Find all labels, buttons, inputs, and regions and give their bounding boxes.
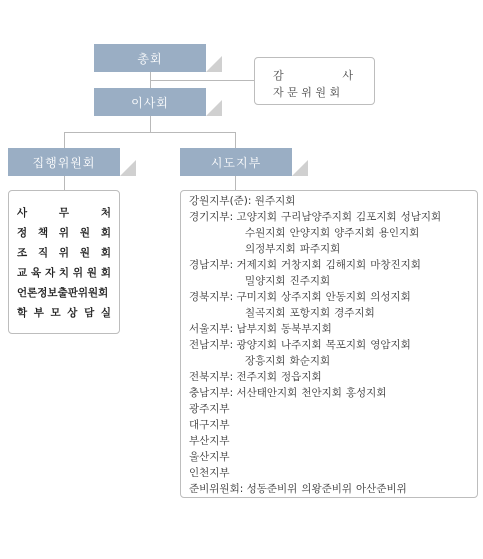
chapter-name: 상주지회 bbox=[281, 291, 322, 303]
branch-label: 강원지부(준): bbox=[189, 195, 255, 207]
chapter-name: 화순지회 bbox=[289, 355, 331, 367]
branch-row bbox=[189, 225, 445, 241]
chapter-name: 의왕준비위 bbox=[301, 483, 353, 495]
chapter-name: 광양지회 bbox=[236, 339, 278, 351]
chapter-name: 거제지회 bbox=[236, 259, 278, 271]
branch-list bbox=[189, 193, 445, 497]
branch-label: 서울지부: bbox=[189, 323, 237, 335]
chapter-name: 진주지회 bbox=[289, 275, 331, 287]
chapter-name: 천안지회 bbox=[301, 387, 342, 399]
connector-line bbox=[64, 132, 65, 148]
branch-row bbox=[189, 353, 445, 369]
chapter-name: 마창진지회 bbox=[370, 259, 421, 271]
branch-label: 경남지부: bbox=[189, 259, 237, 271]
chapter-name: 성남지회 bbox=[400, 211, 442, 223]
chapter-name: 용인지회 bbox=[378, 227, 420, 239]
branch-label: 전북지부: bbox=[189, 371, 237, 383]
chapter-name: 정읍지회 bbox=[281, 371, 322, 383]
chapter-name: 안동지회 bbox=[325, 291, 367, 303]
committee-item: 교 육 자 치 위 원 회 bbox=[17, 267, 111, 279]
branch-row bbox=[189, 401, 445, 417]
branch-label: 광주지부 bbox=[189, 403, 230, 415]
branch-row bbox=[189, 257, 445, 273]
committee-item: 학 부 모 상 담 실 bbox=[17, 307, 111, 319]
chapter-name: 구미지회 bbox=[236, 291, 278, 303]
chapter-name: 목포지회 bbox=[325, 339, 367, 351]
chapter-name: 거창지회 bbox=[281, 259, 322, 271]
chapter-name: 남부지회 bbox=[236, 323, 278, 335]
committee-item: 조 직 위 원 회 bbox=[17, 247, 111, 259]
chapter-name: 칠곡지회 bbox=[245, 307, 286, 319]
header-shadow-triangle bbox=[206, 56, 222, 72]
chapter-name: 포항지회 bbox=[289, 307, 331, 319]
branch-row bbox=[189, 385, 445, 401]
branch-label: 인천지부 bbox=[189, 467, 230, 479]
chapter-name: 의정부지회 bbox=[245, 243, 296, 255]
general-meeting-header: 총회 bbox=[94, 44, 206, 72]
chapter-name: 홍성지회 bbox=[345, 387, 387, 399]
branch-row bbox=[189, 209, 445, 225]
branch-row bbox=[189, 305, 445, 321]
board-header: 이사회 bbox=[94, 88, 206, 116]
chapter-name: 밀양지회 bbox=[245, 275, 286, 287]
chapter-name: 양주지회 bbox=[334, 227, 375, 239]
committee-item: 사 무 처 bbox=[17, 207, 111, 219]
branch-label: 충남지부: bbox=[189, 387, 237, 399]
chapter-name: 의성지회 bbox=[370, 291, 411, 303]
chapter-name: 원주지회 bbox=[254, 195, 296, 207]
branch-row bbox=[189, 289, 445, 305]
branch-label: 준비위원회: bbox=[189, 483, 247, 495]
branch-row bbox=[189, 241, 445, 257]
chapter-name: 전주지회 bbox=[236, 371, 278, 383]
audit-advisory-box bbox=[254, 57, 375, 105]
chapter-name: 김포지회 bbox=[356, 211, 397, 223]
branch-row bbox=[189, 449, 445, 465]
header-shadow-triangle bbox=[120, 160, 136, 176]
branch-row bbox=[189, 481, 445, 497]
audit-label: 감 사 bbox=[273, 69, 353, 82]
connector-line bbox=[150, 80, 254, 81]
header-shadow-triangle bbox=[206, 100, 222, 116]
branch-row bbox=[189, 433, 445, 449]
branches-box bbox=[180, 190, 478, 498]
chapter-name: 안양지회 bbox=[289, 227, 331, 239]
chapter-name: 장흥지회 bbox=[245, 355, 286, 367]
advisory-committee-label: 자 문 위 원 회 bbox=[273, 86, 341, 99]
chapter-name: 파주지회 bbox=[299, 243, 341, 255]
chapter-name: 영암지회 bbox=[370, 339, 411, 351]
executive-committee-header: 집행위원회 bbox=[8, 148, 120, 176]
branch-row bbox=[189, 369, 445, 385]
chapter-name: 나주지회 bbox=[281, 339, 322, 351]
branch-label: 울산지부 bbox=[189, 451, 230, 463]
chapter-name: 경주지회 bbox=[334, 307, 375, 319]
committee-item: 언론정보출판위원회 bbox=[17, 287, 109, 299]
branch-label: 경북지부: bbox=[189, 291, 237, 303]
chapter-name: 동북부지회 bbox=[281, 323, 332, 335]
branch-label: 부산지부 bbox=[189, 435, 230, 447]
connector-line bbox=[150, 116, 151, 132]
executive-committee-box bbox=[8, 190, 120, 334]
chapter-name: 수원지회 bbox=[245, 227, 286, 239]
connector-line bbox=[64, 132, 235, 133]
branch-row bbox=[189, 273, 445, 289]
branch-row bbox=[189, 417, 445, 433]
chapter-name: 성동준비위 bbox=[246, 483, 298, 495]
committee-item: 정 책 위 원 회 bbox=[17, 227, 111, 239]
branch-row bbox=[189, 321, 445, 337]
committee-list bbox=[17, 203, 111, 323]
chapter-name: 아산준비위 bbox=[356, 483, 407, 495]
chapter-name: 고양지회 bbox=[236, 211, 278, 223]
branch-row bbox=[189, 465, 445, 481]
chapter-name: 김해지회 bbox=[325, 259, 367, 271]
branch-row bbox=[189, 337, 445, 353]
branch-label: 대구지부 bbox=[189, 419, 230, 431]
connector-line bbox=[235, 176, 236, 190]
branches-header: 시도지부 bbox=[180, 148, 292, 176]
branch-label: 전남지부: bbox=[189, 339, 237, 351]
branch-label: 경기지부: bbox=[189, 211, 237, 223]
connector-line bbox=[235, 132, 236, 148]
header-shadow-triangle bbox=[292, 160, 308, 176]
chapter-name: 서산태안지회 bbox=[236, 387, 298, 399]
connector-line bbox=[64, 176, 65, 190]
chapter-name: 구리남양주지회 bbox=[281, 211, 353, 223]
branch-row bbox=[189, 193, 445, 209]
